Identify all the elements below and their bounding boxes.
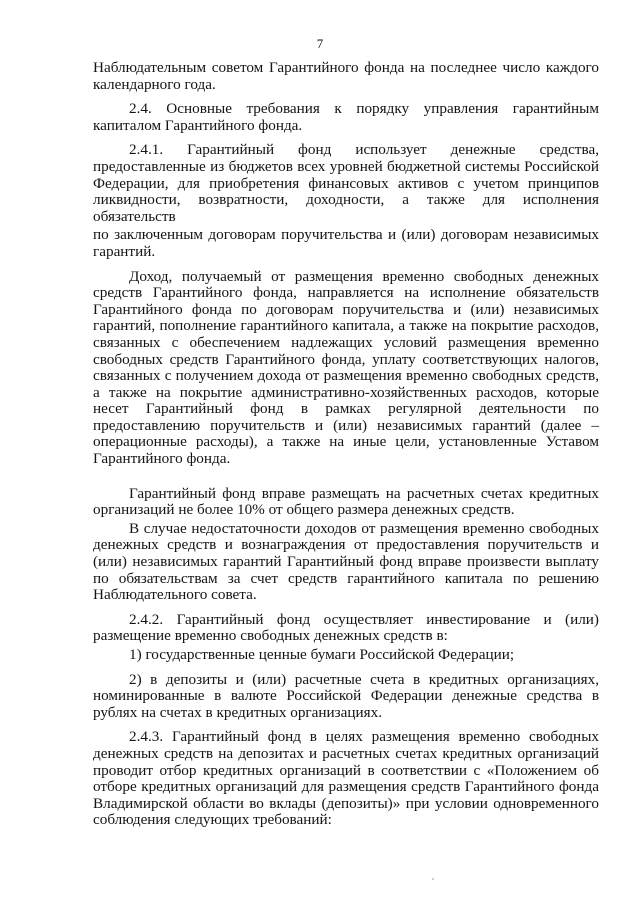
page-number: 7 [316,36,324,51]
paragraph-income-usage: Доход, получаемый от размещения временно свободных денежных средств Гарантийного фонда, направляется на исполнение обязательств Гарантийного фонда по договорам поручительства и (или) независимых гарантий, пополнение гарантийного капитала, а также на покрытие расходов, связанных с обеспечением надлежащих условий размещения временно свободных средств Гарантийного фонда, уплату соответствующих налогов, связанных с получением дохода от размещения временно свободных средств, а также на покрытие административно-хозяйственных расходов, которые несет Гарантийный фонд в рамках регулярной деятельности по предоставлению поручительств и (или) независимых гарантий (далее – операционные расходы), а также на иные цели, установленные Уставом Гарантийного фонда. [93,267,599,468]
scan-speck [432,878,434,880]
paragraph-continuation: Наблюдательным советом Гарантийного фонда на последнее число каждого календарного года. [93,59,599,93]
paragraph-section-2-4-1-continued: по заключенным договорам поручительства и (или) договорам независимых гарантий. [93,226,599,260]
paragraph-settlement-accounts: Гарантийный фонд вправе размещать на расчетных счетах кредитных организаций не более 10% от общего размера денежных средств. [93,484,599,519]
paragraph-section-2-4-1: 2.4.1. Гарантийный фонд использует денежные средства, предоставленные из бюджетов всех уровней бюджетной системы Российской Федерации, для приобретения финансовых активов с учетом принципов ликвидности, возвратности, доходности, а также для исполнения обязательств [93,141,599,225]
list-item-2: 2) в депозиты и (или) расчетные счета в кредитных организациях, номинированные в валюте Российской Федерации денежные средства в рублях на счетах в кредитных организациях. [93,670,599,721]
paragraph-section-2-4-2: 2.4.2. Гарантийный фонд осуществляет инвестирование и (или) размещение временно свободных денежных средств в: [93,610,599,645]
paragraph-insufficient-income: В случае недостаточности доходов от размещения временно свободных денежных средств и вознаграждения от предоставления поручительств и (или) независимых гарантий Гарантийный фонд вправе произвести выплату по обязательствам за счет средств гарантийного капитала по решению Наблюдательного совета. [93,519,599,604]
document-body [93,60,599,837]
paragraph-section-2-4: 2.4. Основные требования к порядку управления гарантийным капиталом Гарантийного фонда. [93,100,599,134]
list-item-1: 1) государственные ценные бумаги Российской Федерации; [129,646,515,663]
paragraph-section-2-4-3: 2.4.3. Гарантийный фонд в целях размещения временно свободных денежных средств на депозитах и расчетных счетах кредитных организаций проводит отбор кредитных организаций в соответствии с «Положением об отборе кредитных организаций для размещения средств Гарантийного фонда Владимирской области во вклады (депозиты)» при условии одновременного соблюдения следующих требований: [93,728,599,829]
